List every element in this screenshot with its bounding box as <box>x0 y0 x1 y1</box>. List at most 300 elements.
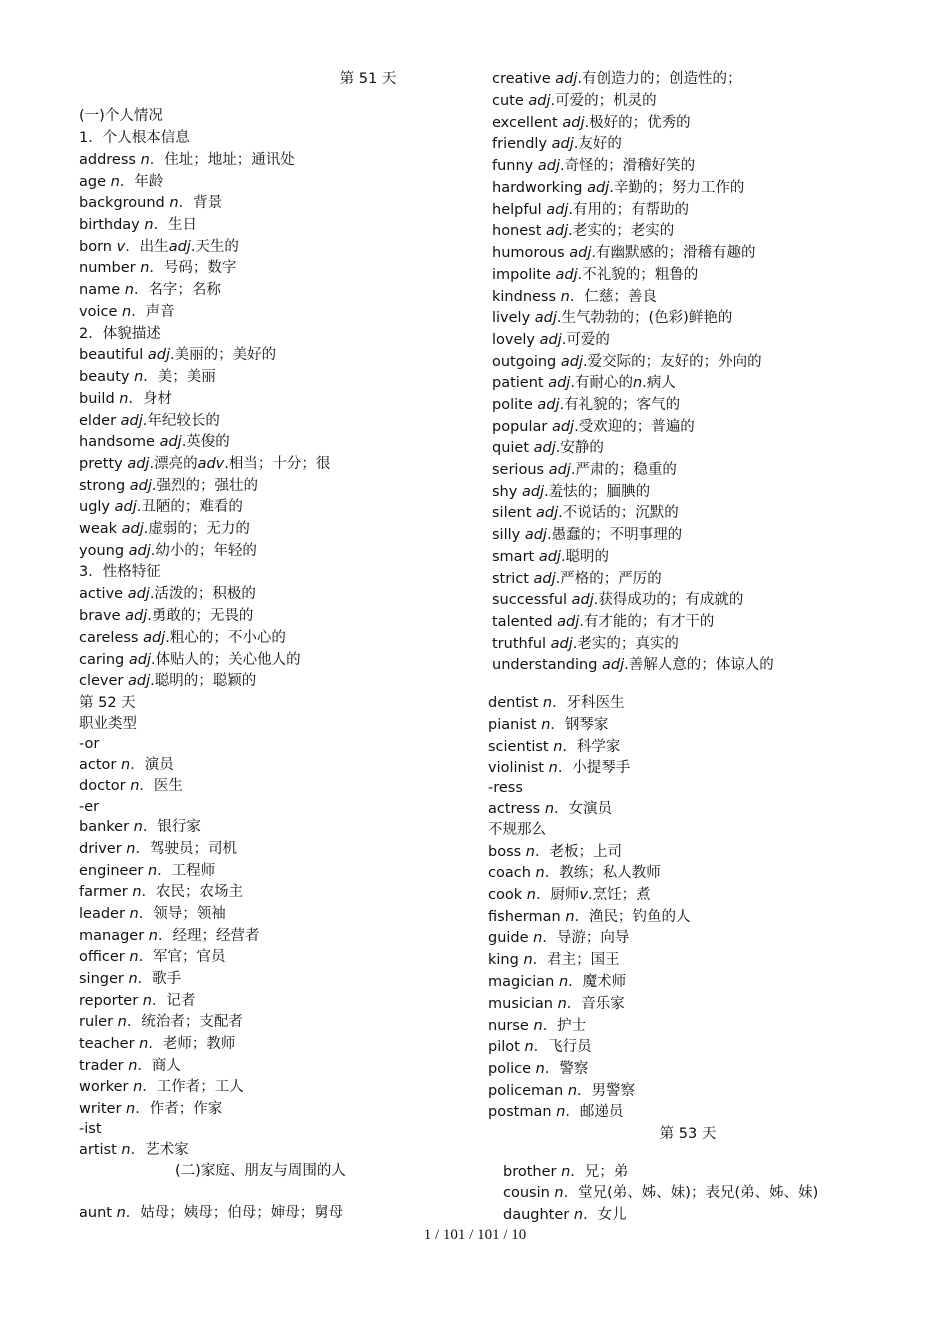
part-of-speech: n <box>147 863 158 879</box>
definition: .受欢迎的；普遍的 <box>574 419 695 435</box>
vocab-entry <box>79 476 258 496</box>
part-of-speech-2: v <box>579 887 589 903</box>
definition: ．号码；数字 <box>149 260 237 276</box>
vocab-entry <box>492 265 698 285</box>
entry-word: weak <box>79 521 118 537</box>
entry-word: clever <box>79 673 124 689</box>
part-of-speech: n <box>554 1185 564 1201</box>
part-of-speech: n <box>130 778 140 794</box>
definition: ．军官；官员 <box>138 949 226 965</box>
definition: .丑陋的；难看的 <box>136 499 243 515</box>
definition: ．工作者；工人 <box>142 1079 244 1095</box>
vocab-entry <box>79 258 236 278</box>
entry-word: cute <box>492 93 524 109</box>
part-of-speech: n <box>573 1207 584 1223</box>
vocab-entry <box>79 776 183 796</box>
definition: ．渔民；钓鱼的人 <box>574 909 691 925</box>
entry-word: writer <box>79 1101 122 1117</box>
definition: ．钢琴家 <box>550 717 609 733</box>
definition: ．歌手 <box>137 971 182 987</box>
part-of-speech: n <box>144 217 154 233</box>
definition: ．兄；弟 <box>570 1164 629 1180</box>
entry-word: pilot <box>488 1039 520 1055</box>
definition: .严肃的；稳重的 <box>570 462 677 478</box>
definition: ．经理；经营者 <box>158 928 260 944</box>
vocab-entry <box>79 839 237 859</box>
vocab-entry <box>79 1203 343 1223</box>
heading-line: -er <box>79 799 100 815</box>
part-of-speech: adj <box>128 543 151 559</box>
definition: .体贴人的；关心他人的 <box>150 652 301 668</box>
part-of-speech: adj <box>537 158 560 174</box>
vocab-entry <box>492 221 674 241</box>
vocab-entry <box>79 280 221 300</box>
vocab-entry <box>492 373 676 393</box>
part-of-speech: n <box>556 1104 566 1120</box>
definition: .奇怪的；滑稽好笑的 <box>560 158 696 174</box>
part-of-speech: adj <box>143 630 166 646</box>
entry-word: doctor <box>79 778 126 794</box>
part-of-speech: adj <box>562 115 585 131</box>
part-of-speech: adj <box>533 440 556 456</box>
definition: .可爱的 <box>561 332 610 348</box>
part-of-speech: adj <box>557 614 580 630</box>
part-of-speech: n <box>169 195 179 211</box>
entry-word: polite <box>492 397 533 413</box>
entry-word: pianist <box>488 717 537 733</box>
part-of-speech: adj <box>546 223 569 239</box>
entry-word: postman <box>488 1104 552 1120</box>
heading-line: 不规那么 <box>488 822 546 838</box>
definition: .有才能的；有才干的 <box>579 614 715 630</box>
part-of-speech: adj <box>147 347 170 363</box>
entry-word: number <box>79 260 136 276</box>
entry-word: actress <box>488 801 541 817</box>
part-of-speech: adj <box>121 521 144 537</box>
part-of-speech: adj <box>538 549 561 565</box>
definition: .幼小的；年轻的 <box>150 543 257 559</box>
part-of-speech: n <box>567 1083 578 1099</box>
entry-word: daughter <box>503 1207 570 1223</box>
vocab-entry <box>79 497 243 517</box>
heading-line: 第 51 天 <box>339 71 397 87</box>
part-of-speech: adj <box>125 608 148 624</box>
definition: ．艺术家 <box>130 1142 189 1158</box>
entry-word: driver <box>79 841 122 857</box>
vocab-entry <box>488 1081 635 1101</box>
definition: .漂亮的 <box>149 456 198 472</box>
definition: .极好的；优秀的 <box>584 115 691 131</box>
part-of-speech: adj <box>534 310 557 326</box>
vocab-entry <box>488 799 612 819</box>
part-of-speech: n <box>526 887 536 903</box>
definition: ．声音 <box>131 304 175 320</box>
part-of-speech: n <box>129 906 139 922</box>
vocab-entry <box>79 172 163 192</box>
vocab-entry <box>79 817 201 837</box>
definition: ．年龄 <box>119 174 164 190</box>
vocab-entry <box>79 302 175 322</box>
part-of-speech: n <box>110 174 120 190</box>
part-of-speech: adj <box>528 93 551 109</box>
vocab-entry <box>79 904 226 924</box>
entry-word: cook <box>488 887 523 903</box>
heading-line: (一)个人情况 <box>79 108 163 124</box>
vocab-entry <box>79 1140 189 1160</box>
vocab-entry <box>79 947 226 967</box>
part-of-speech: n <box>128 1058 138 1074</box>
vocab-entry <box>79 861 215 881</box>
entry-word: young <box>79 543 125 559</box>
vocab-entry <box>492 417 695 437</box>
part-of-speech: n <box>121 757 131 773</box>
entry-word: build <box>79 391 115 407</box>
vocab-entry <box>79 389 172 409</box>
definition: ．牙科医生 <box>552 695 625 711</box>
definition: ．记者 <box>151 993 196 1009</box>
definition: ．厨师 <box>535 887 580 903</box>
part-of-speech: n <box>544 801 555 817</box>
entry-word: nurse <box>488 1018 529 1034</box>
part-of-speech: n <box>533 930 543 946</box>
heading-line: -or <box>79 736 100 752</box>
part-of-speech: adj <box>551 419 575 435</box>
vocab-entry <box>79 926 260 946</box>
part-of-speech: n <box>525 844 535 860</box>
definition: .爱交际的；友好的；外向的 <box>582 354 762 370</box>
part-of-speech: adj <box>550 636 573 652</box>
part-of-speech: n <box>129 949 139 965</box>
entry-word: scientist <box>488 739 549 755</box>
entry-word: trader <box>79 1058 124 1074</box>
entry-word: patient <box>492 375 544 391</box>
part-of-speech: n <box>124 282 134 298</box>
vocab-entry <box>488 863 661 883</box>
part-of-speech: n <box>542 695 553 711</box>
definition: ．君主；国王 <box>532 952 620 968</box>
entry-word: elder <box>79 413 117 429</box>
definition: ．教练；私人教师 <box>544 865 661 881</box>
vocab-entry <box>79 432 230 452</box>
heading-line: 第 53 天 <box>659 1126 717 1142</box>
vocab-entry <box>79 1056 181 1076</box>
part-of-speech: n <box>133 1079 143 1095</box>
heading-line: -ist <box>79 1121 102 1137</box>
definition: ．驾驶员；司机 <box>135 841 237 857</box>
vocab-entry <box>79 150 295 170</box>
entry-word: strong <box>79 478 126 494</box>
vocab-entry <box>79 541 257 561</box>
definition: ．生日 <box>153 217 198 233</box>
entry-word: outgoing <box>492 354 557 370</box>
part-of-speech: n <box>140 152 150 168</box>
definition: ．导游；向导 <box>542 930 630 946</box>
entry-word: dentist <box>488 695 539 711</box>
part-of-speech: adj <box>128 673 151 689</box>
entry-word: voice <box>79 304 118 320</box>
part-of-speech: adj <box>548 462 571 478</box>
definition: .有礼貌的；客气的 <box>559 397 681 413</box>
vocab-entry <box>492 569 662 589</box>
definition: ．统治者；支配者 <box>126 1014 243 1030</box>
definition: .有创造力的；创造性的； <box>577 71 742 87</box>
vocab-entry <box>488 715 608 735</box>
definition: .老实的；真实的 <box>572 636 679 652</box>
definition: ．小提琴手 <box>557 760 631 776</box>
definition: .愚蠢的；不明事理的 <box>546 527 683 543</box>
definition: ．护士 <box>542 1018 587 1034</box>
part-of-speech: n <box>533 1018 543 1034</box>
entry-word: handsome <box>79 434 155 450</box>
entry-word: ruler <box>79 1014 114 1030</box>
vocab-entry <box>503 1162 628 1182</box>
definition: .聪明的；聪颖的 <box>150 673 257 689</box>
vocab-entry <box>492 287 657 307</box>
part-of-speech: adj <box>551 136 574 152</box>
vocab-entry <box>79 367 216 387</box>
definition: ．音乐家 <box>566 996 625 1012</box>
vocab-entry <box>79 215 197 235</box>
heading-line: 职业类型 <box>79 716 137 732</box>
entry-word: hardworking <box>492 180 583 196</box>
part-of-speech: n <box>126 841 136 857</box>
definition: .聪明的 <box>560 549 610 565</box>
entry-word: actor <box>79 757 117 773</box>
definition: ．女儿 <box>583 1207 627 1223</box>
entry-word: background <box>79 195 165 211</box>
part-of-speech: n <box>121 1142 131 1158</box>
entry-word: manager <box>79 928 145 944</box>
heading-line: (二)家庭、朋友与周围的人 <box>175 1163 346 1179</box>
vocab-entry <box>488 1037 592 1057</box>
vocab-entry <box>79 454 330 474</box>
part-of-speech: n <box>548 760 558 776</box>
entry-word: impolite <box>492 267 551 283</box>
vocab-entry <box>503 1205 627 1225</box>
part-of-speech: n <box>524 1039 534 1055</box>
definition: ．警察 <box>544 1061 589 1077</box>
part-of-speech: adj <box>159 434 182 450</box>
vocab-entry <box>492 460 677 480</box>
entry-word: ugly <box>79 499 111 515</box>
entry-word: serious <box>492 462 545 478</box>
vocab-entry <box>492 200 689 220</box>
part-of-speech: adj <box>114 499 137 515</box>
part-of-speech: adj <box>571 592 594 608</box>
part-of-speech: adj <box>533 571 556 587</box>
entry-word: policeman <box>488 1083 564 1099</box>
vocab-entry <box>492 69 741 89</box>
page-footer: 1 / 101 / 101 / 10 <box>423 1227 527 1243</box>
part-of-speech: adj <box>539 332 562 348</box>
vocab-entry <box>492 547 609 567</box>
part-of-speech: adj <box>537 397 560 413</box>
part-of-speech: n <box>139 1036 149 1052</box>
vocab-entry <box>492 612 714 632</box>
part-of-speech-2: adv <box>197 456 225 472</box>
entry-word: smart <box>492 549 535 565</box>
entry-word: silly <box>492 527 521 543</box>
entry-word: helpful <box>492 202 542 218</box>
definition: ．身材 <box>128 391 172 407</box>
definition: ．老板；上司 <box>535 844 622 860</box>
part-of-speech: n <box>119 391 129 407</box>
entry-word: police <box>488 1061 532 1077</box>
vocab-entry <box>79 1099 222 1119</box>
entry-word: understanding <box>492 657 598 673</box>
part-of-speech: n <box>148 928 158 944</box>
vocab-entry <box>488 928 629 948</box>
entry-word: banker <box>79 819 130 835</box>
entry-word: artist <box>79 1142 117 1158</box>
definition: ．老师；教师 <box>148 1036 236 1052</box>
entry-word: humorous <box>492 245 565 261</box>
definition: ．男警察 <box>577 1083 636 1099</box>
part-of-speech: n <box>134 369 144 385</box>
definition: .老实的；老实的 <box>568 223 675 239</box>
vocab-entry <box>492 482 650 502</box>
part-of-speech: adj <box>560 354 583 370</box>
definition: ．邮递员 <box>565 1104 624 1120</box>
definition: .友好的 <box>573 136 622 152</box>
entry-word: reporter <box>79 993 139 1009</box>
entry-word: excellent <box>492 115 558 131</box>
entry-word: silent <box>492 505 532 521</box>
part-of-speech: adj <box>546 202 569 218</box>
entry-word: shy <box>492 484 518 500</box>
part-of-speech: n <box>557 996 567 1012</box>
part-of-speech: n <box>535 1061 545 1077</box>
definition: .粗心的；不小心的 <box>165 630 286 646</box>
vocab-entry <box>79 237 239 257</box>
definition-2: .天生的 <box>190 239 239 255</box>
entry-word: careless <box>79 630 139 646</box>
definition: .勇敢的；无畏的 <box>147 608 254 624</box>
vocab-entry <box>488 907 691 927</box>
heading-line: 第 52 天 <box>79 695 136 711</box>
vocab-entry <box>488 1102 623 1122</box>
part-of-speech: n <box>535 865 545 881</box>
vocab-entry <box>488 1059 588 1079</box>
definition: ．银行家 <box>142 819 201 835</box>
part-of-speech: n <box>523 952 533 968</box>
definition: .生气勃勃的；(色彩)鲜艳的 <box>556 310 733 326</box>
vocab-entry <box>492 525 682 545</box>
part-of-speech: n <box>133 819 143 835</box>
part-of-speech: adj <box>128 652 151 668</box>
vocab-entry <box>79 1077 244 1097</box>
entry-word: worker <box>79 1079 129 1095</box>
entry-word: born <box>79 239 112 255</box>
definition: ．美；美丽 <box>143 369 216 385</box>
vocab-entry <box>79 519 250 539</box>
entry-word: lovely <box>492 332 536 348</box>
vocab-entry <box>79 606 253 626</box>
entry-word: talented <box>492 614 553 630</box>
entry-word: honest <box>492 223 542 239</box>
part-of-speech: adj <box>127 586 150 602</box>
entry-word: brave <box>79 608 121 624</box>
definition: .辛勤的；努力工作的 <box>609 180 745 196</box>
entry-word: address <box>79 152 136 168</box>
part-of-speech: adj <box>555 71 578 87</box>
part-of-speech: n <box>142 993 152 1009</box>
definition: ．演员 <box>130 757 174 773</box>
vocab-entry <box>79 755 174 775</box>
entry-word: coach <box>488 865 531 881</box>
definition: ．仁慈；善良 <box>569 289 657 305</box>
definition: .可爱的；机灵的 <box>550 93 657 109</box>
part-of-speech-2: adj <box>168 239 191 255</box>
part-of-speech: n <box>117 1014 127 1030</box>
vocab-entry <box>492 352 762 372</box>
entry-word: cousin <box>503 1185 550 1201</box>
vocab-entry <box>79 193 222 213</box>
definition: ．堂兄(弟、姊、妹)；表兄(弟、姊、妹) <box>563 1185 819 1201</box>
vocab-entry <box>492 395 680 415</box>
entry-word: successful <box>492 592 568 608</box>
part-of-speech: n <box>565 909 575 925</box>
definition: .有耐心的 <box>570 375 633 391</box>
entry-word: brother <box>503 1164 557 1180</box>
vocab-entry <box>492 243 755 263</box>
vocab-entry <box>492 330 610 350</box>
vocab-entry <box>488 693 625 713</box>
part-of-speech: n <box>128 971 138 987</box>
vocab-entry <box>79 628 286 648</box>
vocab-entry <box>79 650 301 670</box>
vocab-entry <box>79 345 276 365</box>
heading-line: 1．个人根本信息 <box>79 130 190 146</box>
entry-word: caring <box>79 652 125 668</box>
vocab-entry <box>79 671 256 691</box>
vocab-entry <box>492 156 695 176</box>
entry-word: beauty <box>79 369 130 385</box>
definition: ．领导；领袖 <box>138 906 226 922</box>
vocab-entry <box>488 737 620 757</box>
part-of-speech: adj <box>555 267 578 283</box>
part-of-speech: adj <box>129 478 152 494</box>
entry-word: quiet <box>492 440 530 456</box>
vocab-entry <box>488 842 622 862</box>
vocab-entry <box>79 1034 235 1054</box>
vocab-entry <box>492 134 622 154</box>
definition: ．商人 <box>137 1058 181 1074</box>
vocab-entry <box>492 503 679 523</box>
part-of-speech: n <box>541 717 551 733</box>
entry-word: engineer <box>79 863 144 879</box>
part-of-speech: n <box>560 289 570 305</box>
vocab-entry <box>79 411 220 431</box>
part-of-speech: adj <box>548 375 571 391</box>
definition: .羞怯的；腼腆的 <box>544 484 651 500</box>
entry-word: violinist <box>488 760 544 776</box>
vocab-entry <box>79 1012 243 1032</box>
definition-2: .病人 <box>642 375 676 391</box>
entry-word: creative <box>492 71 551 87</box>
definition-2: .烹饪；煮 <box>588 887 651 903</box>
entry-word: age <box>79 174 107 190</box>
entry-word: guide <box>488 930 529 946</box>
part-of-speech: n <box>561 1164 571 1180</box>
definition: ．住址；地址；通讯处 <box>149 152 295 168</box>
part-of-speech: v <box>116 239 126 255</box>
entry-word: name <box>79 282 121 298</box>
heading-line: 3．性格特征 <box>79 564 161 580</box>
entry-word: boss <box>488 844 522 860</box>
entry-word: king <box>488 952 519 968</box>
vocab-entry <box>492 590 743 610</box>
